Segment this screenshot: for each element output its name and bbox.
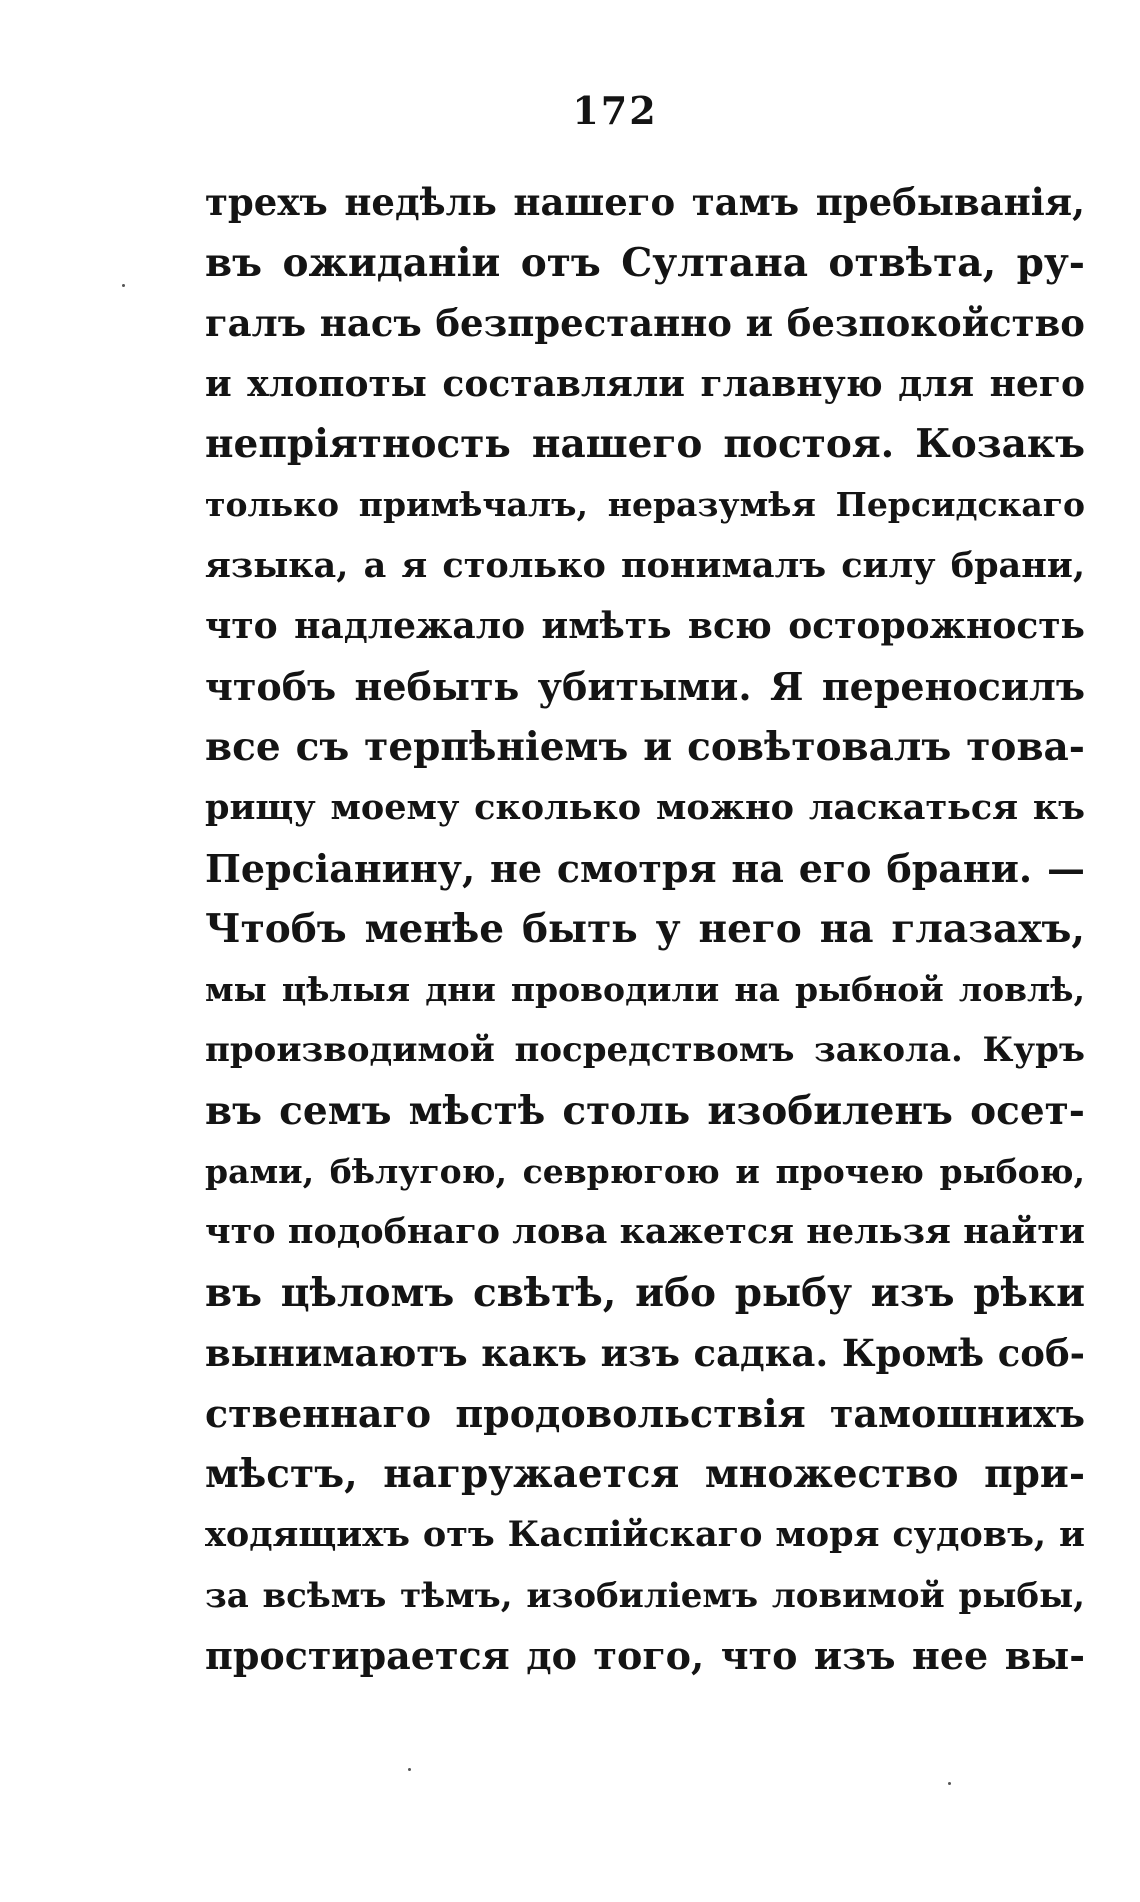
text-line: непріятность нашего постоя. Козакъ: [205, 421, 1085, 468]
text-line: и хлопоты составляли главную для него: [205, 362, 1085, 405]
text-line: мы цѣлыя дни проводили на рыбной ловлѣ,: [205, 969, 1085, 1009]
text-line: Персіанину, не смотря на его брани. —: [205, 845, 1085, 891]
text-line: мѣстъ, нагружается множество при-: [205, 1451, 1085, 1498]
paper-speck: [122, 284, 125, 287]
page-number: 172: [572, 88, 658, 133]
text-line: производимой посредствомъ закола. Куръ: [205, 1030, 1085, 1071]
text-line: только примѣчалъ, неразумѣя Персидскаго: [205, 484, 1085, 524]
text-line: рами, бѣлугою, севрюгою и прочею рыбою,: [205, 1151, 1085, 1191]
text-line: трехъ недѣль нашего тамъ пребыванія,: [205, 180, 1085, 224]
body-text: [205, 172, 1085, 1687]
text-line: что подобнаго лова кажется нельзя найти: [205, 1211, 1085, 1253]
text-line: простирается до того, что изъ нее вы-: [205, 1633, 1085, 1679]
text-line: рищу моему сколько можно ласкаться къ: [205, 786, 1085, 828]
text-line: въ цѣломъ свѣтѣ, ибо рыбу изъ рѣки: [205, 1269, 1085, 1316]
text-line: вынимаютъ какъ изъ садка. Кромѣ соб-: [205, 1331, 1085, 1376]
text-line: въ ожиданіи отъ Султана отвѣта, ру-: [205, 239, 1085, 286]
text-line: что надлежало имѣть всю осторожность: [205, 605, 1085, 648]
text-line: за всѣмъ тѣмъ, изобиліемъ ловимой рыбы,: [205, 1575, 1085, 1616]
paper-speck: [408, 1768, 411, 1771]
text-line: въ семъ мѣстѣ столь изобиленъ осет-: [205, 1087, 1085, 1134]
text-line: все съ терпѣніемъ и совѣтовалъ това-: [205, 724, 1085, 771]
text-line: галъ насъ безпрестанно и безпокойство: [205, 301, 1085, 346]
paper-speck: [948, 1782, 951, 1785]
text-line: чтобъ небыть убитыми. Я переносилъ: [205, 663, 1085, 709]
text-line: языка, а я столько понималъ силу брани,: [205, 544, 1085, 586]
text-line: ственнаго продовольствія тамошнихъ: [205, 1390, 1085, 1436]
text-line: ходящихъ отъ Каспійскаго моря судовъ, и: [205, 1514, 1085, 1556]
text-line: Чтобъ менѣе быть у него на глазахъ,: [205, 906, 1085, 953]
